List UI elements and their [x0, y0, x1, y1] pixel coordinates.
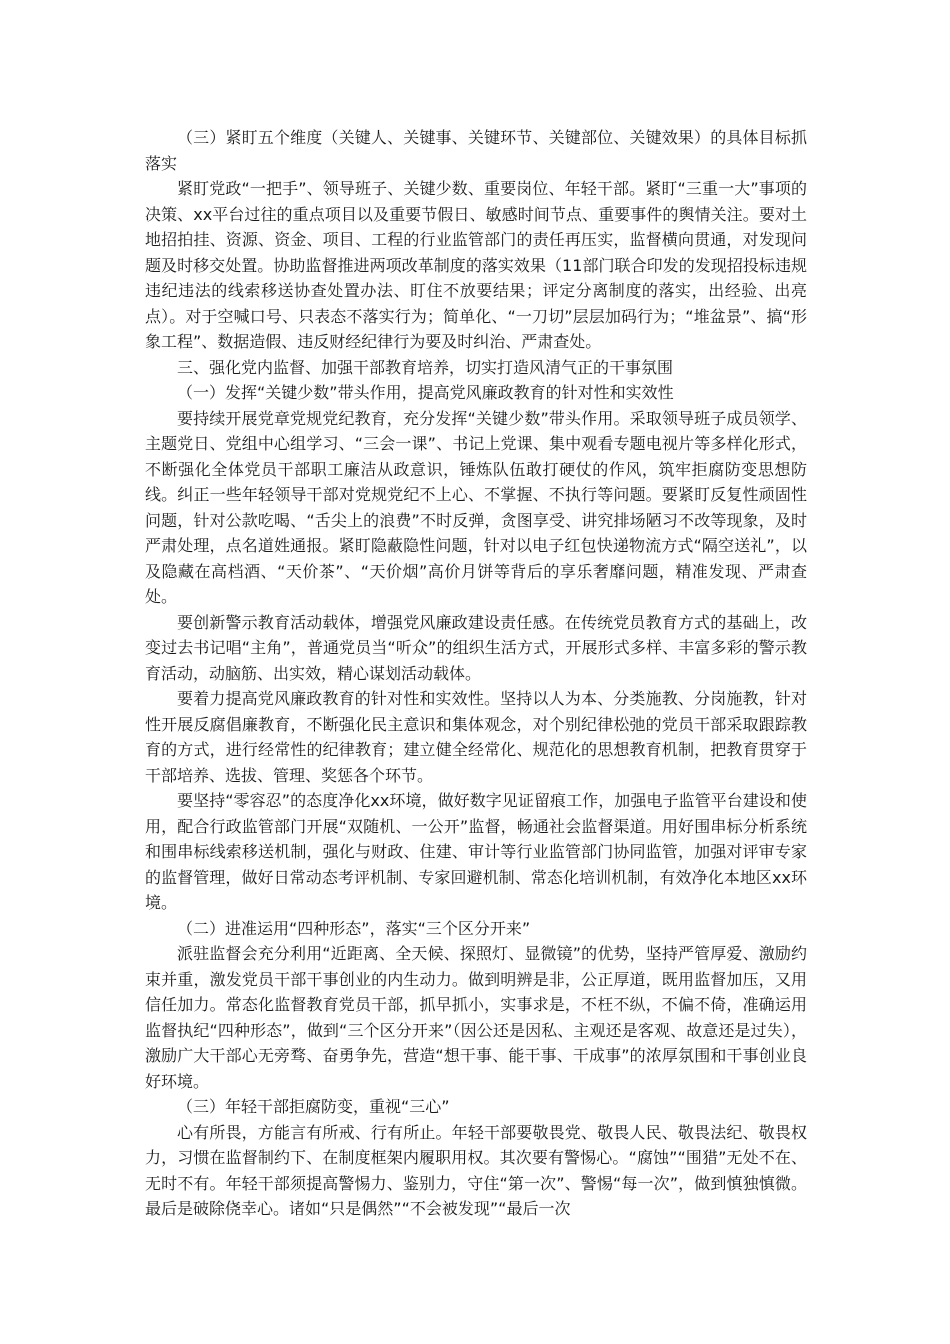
paragraph-three-hearts: 心有所畏，方能言有所戒、行有所止。年轻干部要敬畏党、敬畏人民、敬畏法纪、敬畏权力，习惯在监督制约下、在制度框架内履职用权。其次要有警惕心。“腐蚀”“围猎”无处不在、无时不有。年轻干部须提高警惕力、鉴别力，守住“第一次”、警惕“每一次”，做到慎独慎微。最后是破除侥幸心。诸如“只是偶然”“不会被发现”“最后一次: [145, 1122, 807, 1218]
paragraph-warning-education: 要创新警示教育活动载体，增强党风廉政建设责任感。在传统党员教育方式的基础上，改变过去书记唱“主角”，普通党员当“听众”的组织生活方式，开展形式多样、丰富多彩的警示教育活动，动脑筋、出实效，精心谋划活动载体。: [145, 612, 807, 683]
section-3-2-heading: （二）进准运用“四种形态”，落实“三个区分开来”: [177, 918, 531, 938]
paragraph-targeted-education: 要着力提高党风廉政教育的针对性和实效性。坚持以人为本、分类施教、分岗施教，针对性开展反腐倡廉教育，不断强化民主意识和集体观念，对个别纪律松弛的党员干部采取跟踪教育的方式，进行经常性的纪律教育；建立健全经常化、规范化的思想教育机制，把教育贯穿于干部培养、选拔、管理、奖惩各个环节。: [145, 689, 807, 785]
section-3-heading: 三、强化党内监督、加强干部教育培养，切实打造风清气正的干事氛围: [177, 357, 674, 377]
section-3-3-heading: （三）紧盯五个维度（关键人、关键事、关键环节、关键部位、关键效果）的具体目标抓落实: [145, 128, 807, 173]
paragraph-four-forms: 派驻监督会充分利用“近距离、全天候、探照灯、显微镜”的优势，坚持严管厚爱、激励约束并重，激发党员干部干事创业的内生动力。做到明辨是非，公正厚道，既用监督加压，又用信任加力。常态化监督教育党员干部，抓早抓小，实事求是，不枉不纵，不偏不倚，准确运用监督执纪“四种形态”，做到“三个区分开来”（因公还是因私、主观还是客观、故意还是过失），激励广大干部心无旁骛、奋勇争先，营造“想干事、能干事、干成事”的浓厚氛围和干事创业良好环境。: [145, 944, 807, 1091]
paragraph-party-discipline-education: 要持续开展党章党规党纪教育，充分发挥“关键少数”带头作用。采取领导班子成员领学、主题党日、党组中心组学习、“三会一课”、书记上党课、集中观看专题电视片等多样化形式，不断强化全体党员干部职工廉洁从政意识，锤炼队伍敢打硬仗的作风，筑牢拒腐防变思想防线。纠正一些年轻领导干部对党规党纪不上心、不掌握、不执行等问题。要紧盯反复性顽固性问题，针对公款吃喝、“舌尖上的浪费”不时反弹，贪图享受、讲究排场陋习不改等现象，及时严肃处理，点名道姓通报。紧盯隐蔽隐性问题，针对以电子红包快递物流方式“隔空送礼”，以及隐藏在高档酒、“天价茶”、“天价烟”高价月饼等背后的享乐奢靡问题，精准发现、严肃查处。: [145, 408, 807, 606]
section-3-1-heading: （一）发挥“关键少数”带头作用，提高党风廉政教育的针对性和实效性: [177, 383, 674, 402]
section-3-3b-heading: （三）年轻干部拒腐防变，重视“三心”: [177, 1097, 450, 1116]
paragraph-key-dimensions: 紧盯党政“一把手”、领导班子、关键少数、重要岗位、年轻干部。紧盯“三重一大”事项的决策、xx平台过往的重点项目以及重要节假日、敏感时间节点、重要事件的舆情关注。要对土地招拍挂、资源、资金、项目、工程的行业监管部门的责任再压实，监督横向贯通，对发现问题及时移交处置。协助监督推进两项改革制度的落实效果（11部门联合印发的发现招投标违规违纪违法的线索移送协查处置办法、盯住不放要结果；评定分离制度的落实，出经验、出亮点）。对于空喊口号、只表态不落实行为；简单化、“一刀切”层层加码行为；“堆盆景”、搞“形象工程”、数据造假、违反财经纪律行为要及时纠治、严肃查处。: [145, 179, 807, 351]
document-page: [145, 125, 807, 1222]
paragraph-zero-tolerance: 要坚持“零容忍”的态度净化xx环境，做好数字见证留痕工作，加强电子监管平台建设和使用，配合行政监管部门开展“双随机、一公开”监督，畅通社会监督渠道。用好围串标分析系统和围串标线索移送机制，强化与财政、住建、审计等行业监管部门协同监管，加强对评审专家的监督管理，做好日常动态考评机制、专家回避机制、常态化培训机制，有效净化本地区xx环境。: [145, 791, 807, 912]
